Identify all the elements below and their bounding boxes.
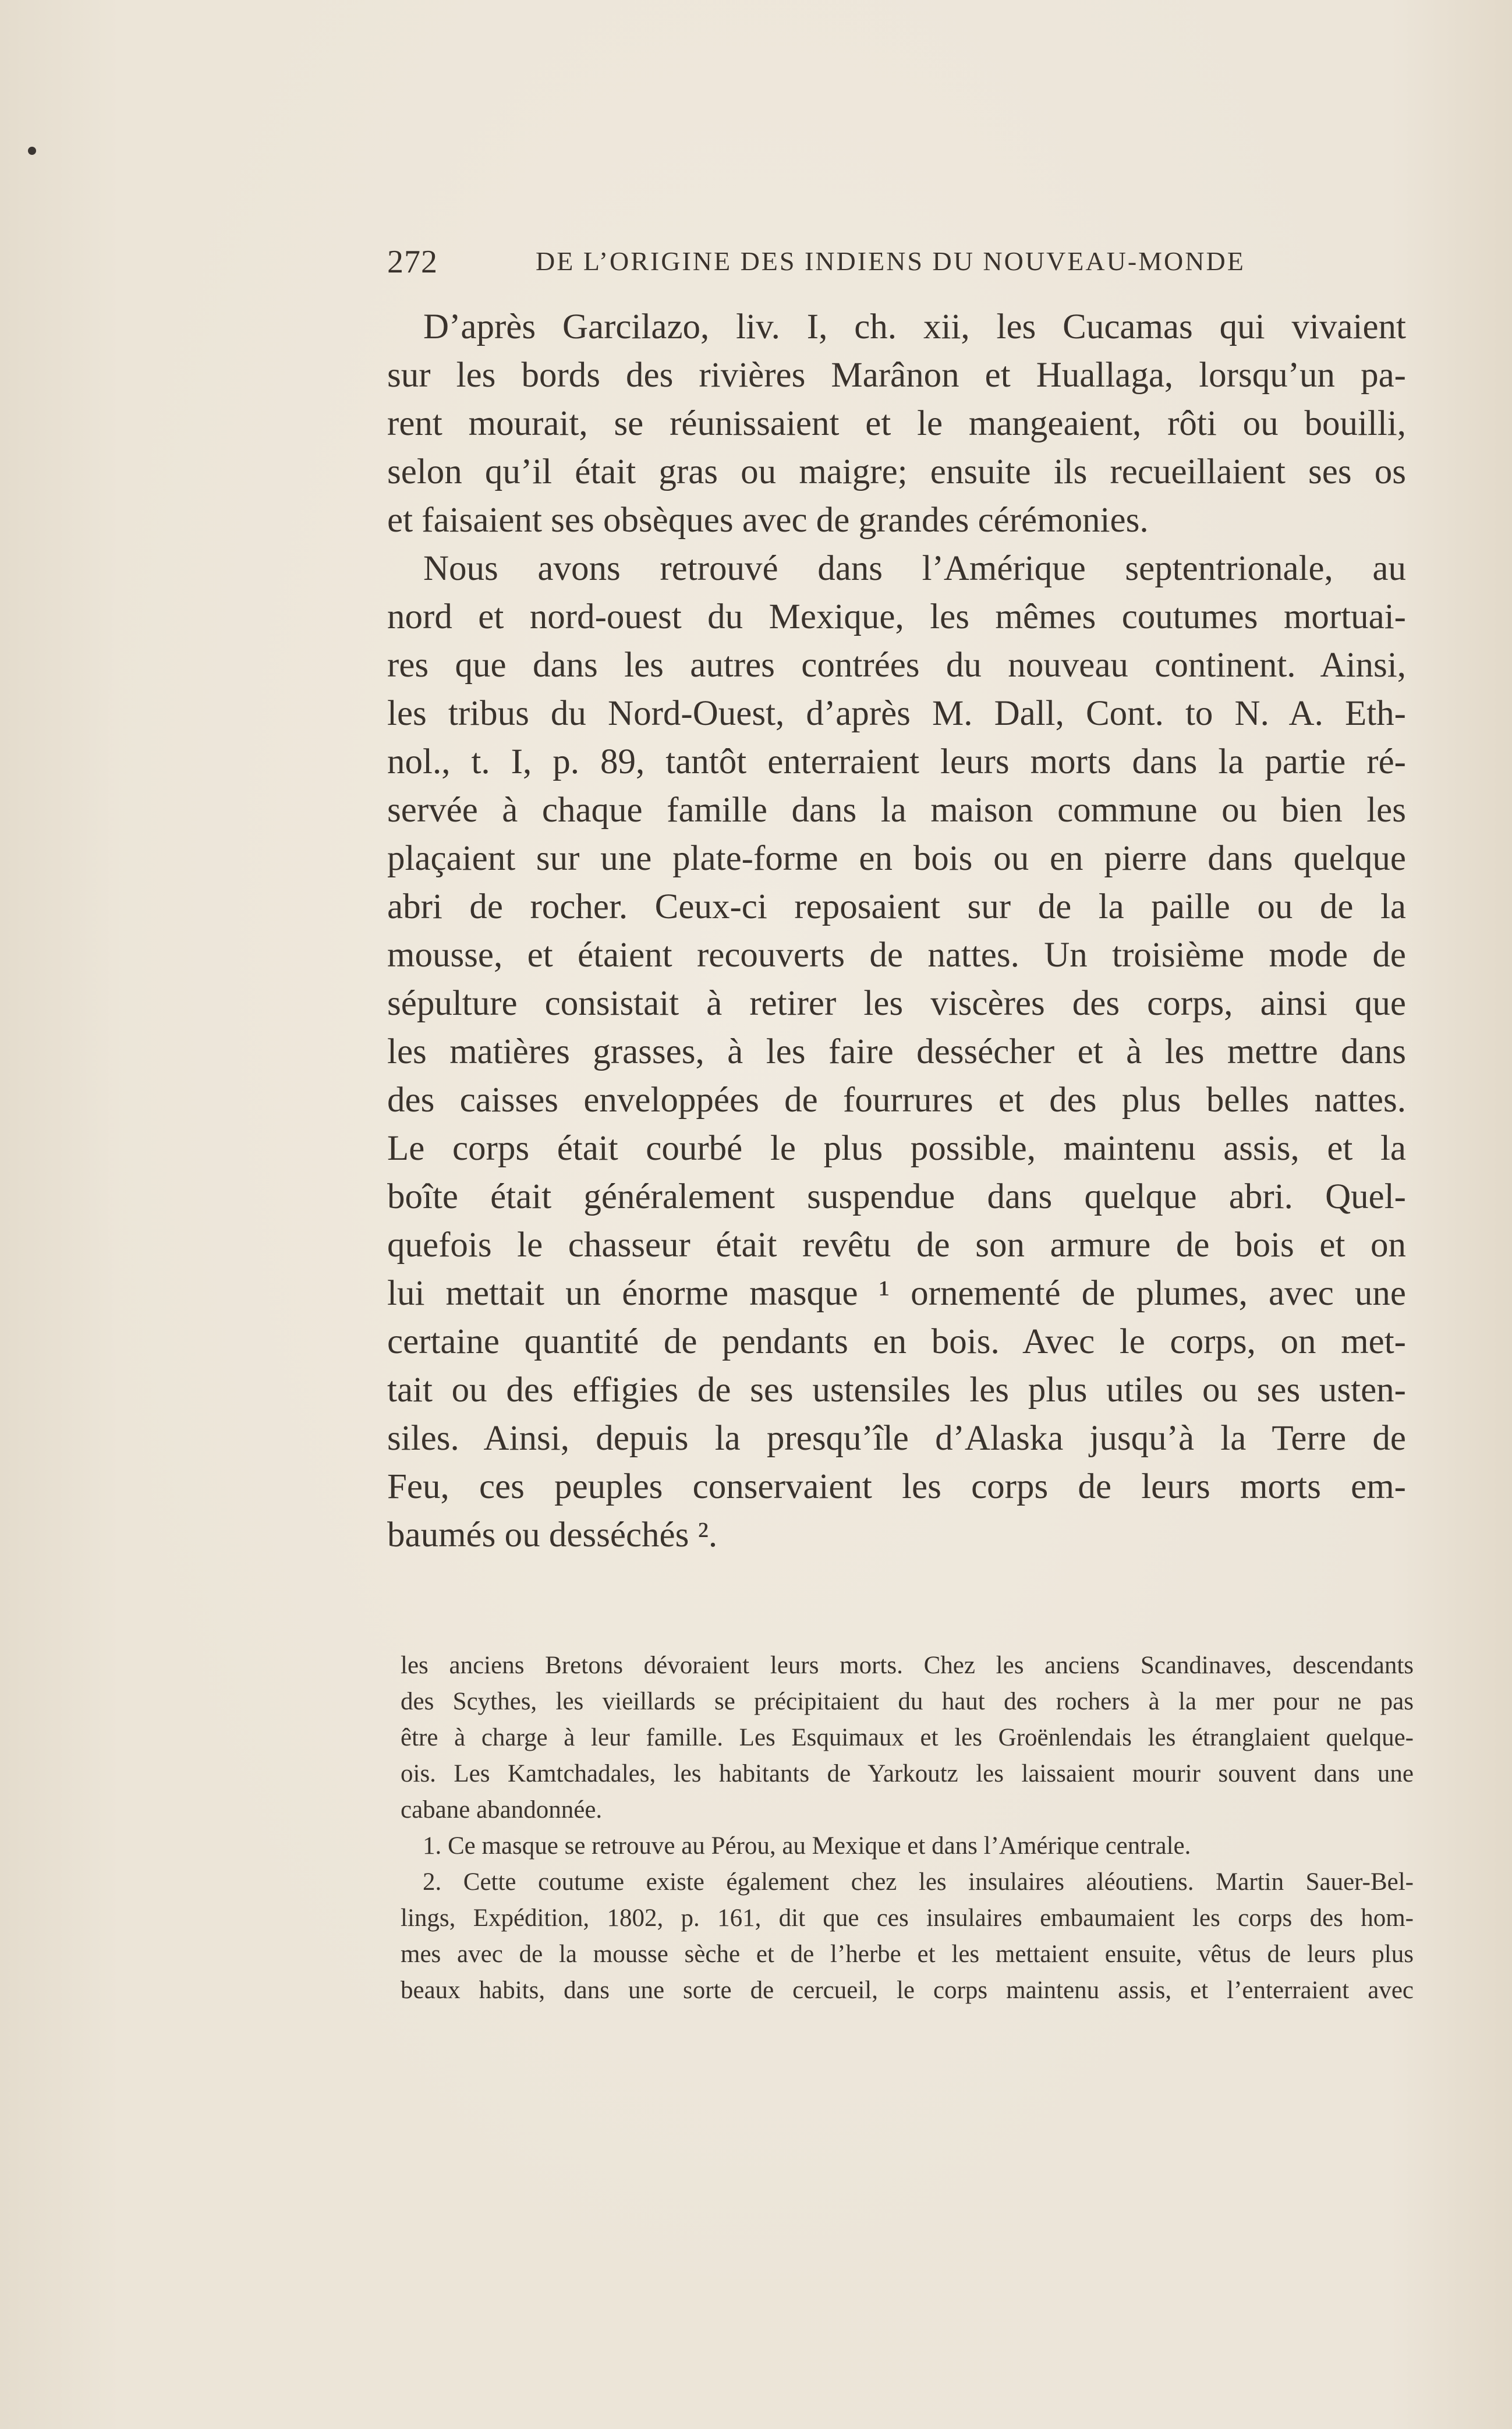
footnote-line: lings, Expédition, 1802, p. 161, dit que ces insulaires embaumaient les corps des hom- xyxy=(401,1904,1414,1932)
footnote-2: 2. Cette coutume existe également chez les insulaires aléoutiens. Martin Sauer-Bel- xyxy=(423,1868,1414,1896)
text-line: Feu, ces peuples conservaient les corps de leurs morts em- xyxy=(387,1467,1406,1506)
text-line: nol., t. I, p. 89, tantôt enterraient leurs morts dans la partie ré- xyxy=(387,742,1406,781)
page-header xyxy=(387,239,1260,285)
text-line: plaçaient sur une plate-forme en bois ou en pierre dans quelque xyxy=(387,839,1406,878)
text-line: Le corps était courbé le plus possible, maintenu assis, et la xyxy=(387,1129,1406,1168)
text-line: les tribus du Nord-Ouest, d’après M. Dall, Cont. to N. A. Eth- xyxy=(387,694,1406,733)
text-line: selon qu’il était gras ou maigre; ensuite ils recueillaient ses os xyxy=(387,452,1406,491)
text-line: nord et nord-ouest du Mexique, les mêmes coutumes mortuai- xyxy=(387,597,1406,636)
text-line: D’après Garcilazo, liv. I, ch. xii, les Cucamas qui vivaient xyxy=(423,307,1406,346)
text-line: tait ou des effigies de ses ustensiles les plus utiles ou ses usten- xyxy=(387,1371,1406,1410)
text-line: boîte était généralement suspendue dans quelque abri. Quel- xyxy=(387,1177,1406,1216)
footnote-line: cabane abandonnée. xyxy=(401,1796,603,1823)
text-line: res que dans les autres contrées du nouveau continent. Ainsi, xyxy=(387,646,1406,685)
footnote-line: mes avec de la mousse sèche et de l’herbe et les mettaient ensuite, vêtus de leurs plus xyxy=(401,1941,1414,1968)
text-line: Nous avons retrouvé dans l’Amérique septentrionale, au xyxy=(423,549,1406,588)
text-line: mousse, et étaient recouverts de nattes. Un troisième mode de xyxy=(387,936,1406,975)
footnote-line: ois. Les Kamtchadales, les habitants de Yarkoutz les laissaient mourir souvent dans une xyxy=(401,1760,1414,1787)
footnote-1: 1. Ce masque se retrouve au Pérou, au Mexique et dans l’Amérique centrale. xyxy=(423,1832,1191,1860)
text-line: siles. Ainsi, depuis la presqu’île d’Alaska jusqu’à la Terre de xyxy=(387,1419,1406,1458)
footnote-line: beaux habits, dans une sorte de cercueil, le corps maintenu assis, et l’enterraient avec xyxy=(401,1977,1414,2004)
text-line: sépulture consistait à retirer les viscères des corps, ainsi que xyxy=(387,984,1406,1023)
footnote-line: des Scythes, les vieillards se précipitaient du haut des rochers à la mer pour ne pas xyxy=(401,1688,1414,1715)
text-line: baumés ou desséchés ². xyxy=(387,1516,718,1555)
main-text xyxy=(387,303,1406,1559)
footnote-line: les anciens Bretons dévoraient leurs morts. Chez les anciens Scandinaves, descendants xyxy=(401,1652,1414,1679)
footnote-line: être à charge à leur famille. Les Esquimaux et les Groënlendais les étranglaient quelque- xyxy=(401,1724,1414,1751)
footnotes xyxy=(401,1648,1414,2009)
text-line: servée à chaque famille dans la maison commune ou bien les xyxy=(387,791,1406,830)
ink-speck xyxy=(28,147,36,155)
text-line: abri de rocher. Ceux-ci reposaient sur de la paille ou de la xyxy=(387,887,1406,926)
text-line: rent mourait, se réunissaient et le mangeaient, rôti ou bouilli, xyxy=(387,404,1406,443)
text-line: les matières grasses, à les faire dessécher et à les mettre dans xyxy=(387,1032,1406,1071)
text-line: lui mettait un énorme masque ¹ ornementé de plumes, avec une xyxy=(387,1274,1406,1313)
running-head: DE L’ORIGINE DES INDIENS DU NOUVEAU-MONDE xyxy=(536,246,1245,276)
text-line: certaine quantité de pendants en bois. Avec le corps, on met- xyxy=(387,1322,1406,1361)
text-line: des caisses enveloppées de fourrures et des plus belles nattes. xyxy=(387,1081,1406,1120)
text-line: et faisaient ses obsèques avec de grandes cérémonies. xyxy=(387,501,1149,540)
page-number: 272 xyxy=(387,244,438,280)
text-line: quefois le chasseur était revêtu de son armure de bois et on xyxy=(387,1226,1406,1265)
text-line: sur les bords des rivières Marânon et Huallaga, lorsqu’un pa- xyxy=(387,356,1406,395)
